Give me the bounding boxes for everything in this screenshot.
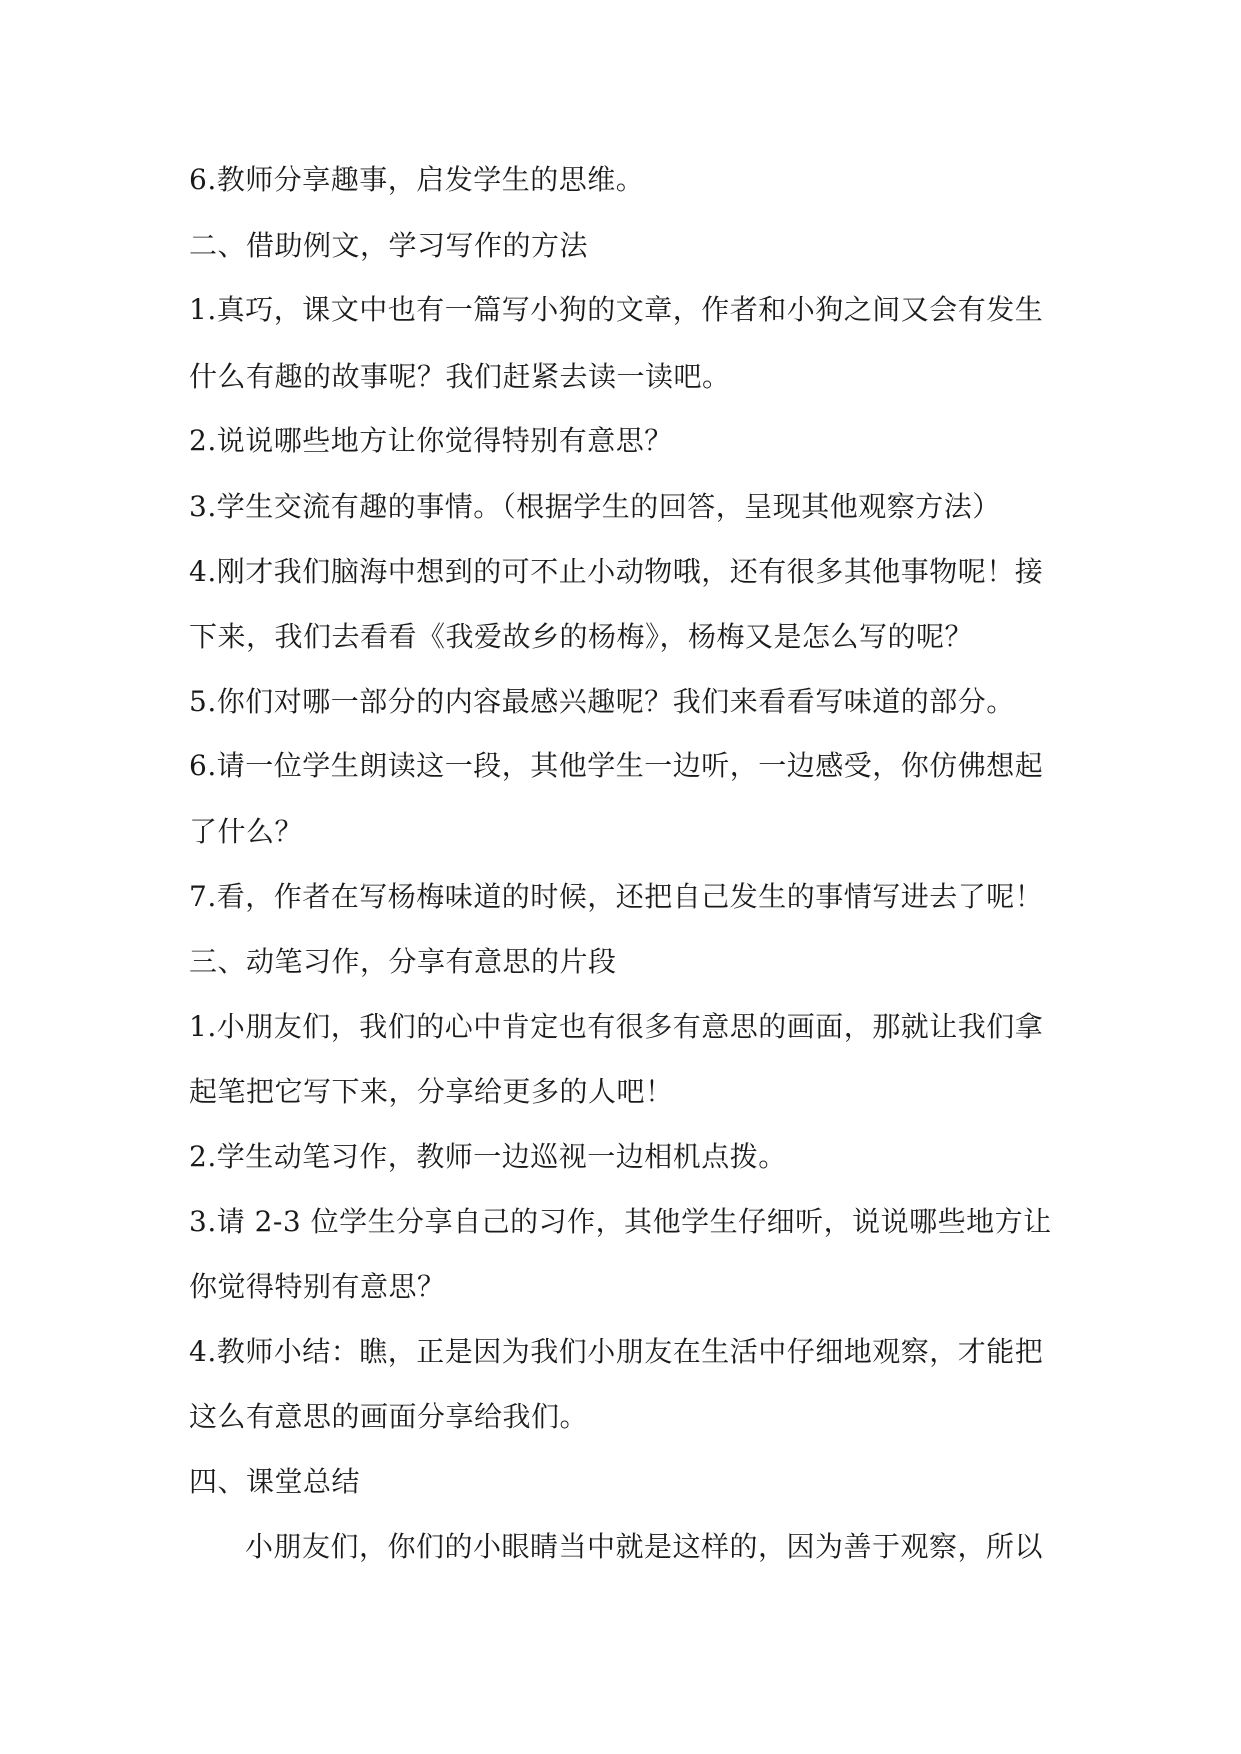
text-line-1: 6.教师分享趣事，启发学生的思维。 [189,163,645,196]
text-line-7: 4.刚才我们脑海中想到的可不止小动物哦，还有很多其他事物呢！接 [189,555,1044,588]
text-line-10: 6.请一位学生朗读这一段，其他学生一边听，一边感受，你仿佛想起 [189,749,1044,782]
text-line-9: 5.你们对哪一部分的内容最感兴趣呢？我们来看看写味道的部分。 [189,685,1015,718]
text-line-22: 小朋友们，你们的小眼睛当中就是这样的，因为善于观察，所以 [245,1530,1044,1563]
text-line-6: 3.学生交流有趣的事情。（根据学生的回答，呈现其他观察方法） [189,490,1001,523]
text-line-18: 你觉得特别有意思？ [189,1270,446,1303]
text-line-15: 起笔把它写下来，分享给更多的人吧！ [189,1075,674,1108]
text-line-17: 3.请 2-3 位学生分享自己的习作，其他学生仔细听，说说哪些地方让 [189,1205,1052,1238]
text-line-5: 2.说说哪些地方让你觉得特别有意思？ [189,424,673,457]
text-line-11: 了什么？ [189,815,304,848]
text-line-4: 什么有趣的故事呢？我们赶紧去读一读吧。 [189,360,731,393]
text-line-14: 1.小朋友们，我们的心中肯定也有很多有意思的画面，那就让我们拿 [189,1010,1044,1043]
section-heading-3: 三、动笔习作，分享有意思的片段 [189,945,617,978]
text-line-19: 4.教师小结：瞧，正是因为我们小朋友在生活中仔细地观察，才能把 [189,1335,1044,1368]
text-line-8: 下来，我们去看看《我爱故乡的杨梅》，杨梅又是怎么写的呢？ [189,620,974,653]
text-line-16: 2.学生动笔习作，教师一边巡视一边相机点拨。 [189,1140,787,1173]
section-heading-4: 四、课堂总结 [189,1465,361,1498]
text-line-20: 这么有意思的画面分享给我们。 [189,1400,589,1433]
text-line-12: 7.看，作者在写杨梅味道的时候，还把自己发生的事情写进去了呢！ [189,880,1044,913]
text-line-3: 1.真巧，课文中也有一篇写小狗的文章，作者和小狗之间又会有发生 [189,293,1044,326]
section-heading-2: 二、借助例文，学习写作的方法 [189,229,589,262]
